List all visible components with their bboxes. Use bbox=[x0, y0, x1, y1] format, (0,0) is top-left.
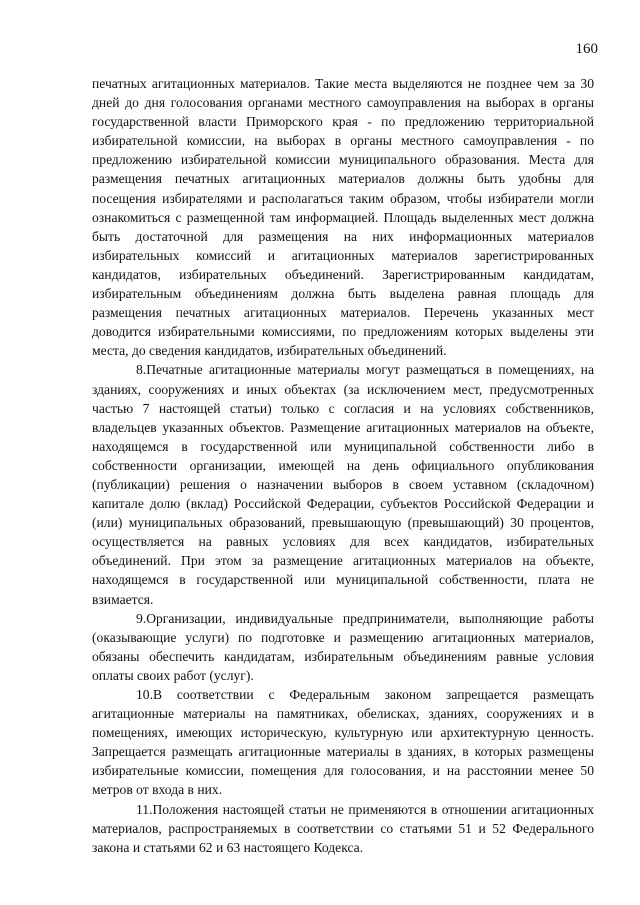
paragraph-item-9: 9.Организации, индивидуальные предприниматели, выполняющие работы (оказывающие услуги) по подготовке и размещению агитационных материалов, обязаны обеспечить кандидатам, избирательным объединениям равные условия оплаты своих работ (услуг). bbox=[92, 610, 594, 683]
page-number: 160 bbox=[575, 41, 598, 57]
paragraph-item-10: 10.В соответствии с Федеральным законом запрещается размещать агитационные материалы на памятниках, обелисках, зданиях, сооружениях и в помещениях, имеющих историческую, культурную или архитектурную ценность. Запрещается размещать агитационные материалы в зданиях, в которых размещены избирательные комиссии, помещения для голосования, и на расстоянии менее 50 метров от входа в них. bbox=[92, 687, 594, 798]
paragraph-item-11: 11.Положения настоящей статьи не применяются в отношении агитационных материалов, распространяемых в соответствии со статьями 51 и 52 Федерального закона и статьями 62 и 63 настоящего Кодекса. bbox=[92, 801, 594, 855]
paragraph-continuation: печатных агитационных материалов. Такие места выделяются не позднее чем за 30 дней до дня голосования органами местного самоуправления на выборах в органы государственной власти Приморского края - по предложению территориальной избирательной комиссии, на выборах в органы местного самоуправления - по предложению избирательной комиссии муниципального образования. Места для размещения печатных агитационных материалов должны быть удобны для посещения избирателями и располагаться таким образом, чтобы избиратели могли ознакомиться с размещенной там информацией. Площадь выделенных мест должна быть достаточной для размещения на них информационных материалов избирательных комиссий и агитационных материалов зарегистрированных кандидатов, избирательных объединений. Зарегистрированным кандидатам, избирательным объединениям должна быть выделена равная площадь для размещения печатных агитационных материалов. Перечень указанных мест доводится избирательными комиссиями, по предложениям которых выделены эти места, до сведения кандидатов, избирательных объединений. bbox=[92, 76, 594, 359]
body-text bbox=[92, 74, 594, 857]
paragraph-item-8: 8.Печатные агитационные материалы могут размещаться в помещениях, на зданиях, сооружениях и иных объектах (за исключением мест, предусмотренных частью 7 настоящей статьи) только с согласия и на условиях собственников, владельцев указанных объектов. Размещение агитационных материалов на объекте, находящемся в государственной или муниципальной собственности либо в собственности организации, имеющей на день официального опубликования (публикации) решения о назначении выборов в своем уставном (складочном) капитале долю (вклад) Российской Федерации, субъектов Российской Федерации и (или) муниципальных образований, превышающую (превышающий) 30 процентов, осуществляется на равных условиях для всех кандидатов, избирательных объединений. При этом за размещение агитационных материалов на объекте, находящемся в государственной или муниципальной собственности, плата не взимается. bbox=[92, 362, 594, 607]
